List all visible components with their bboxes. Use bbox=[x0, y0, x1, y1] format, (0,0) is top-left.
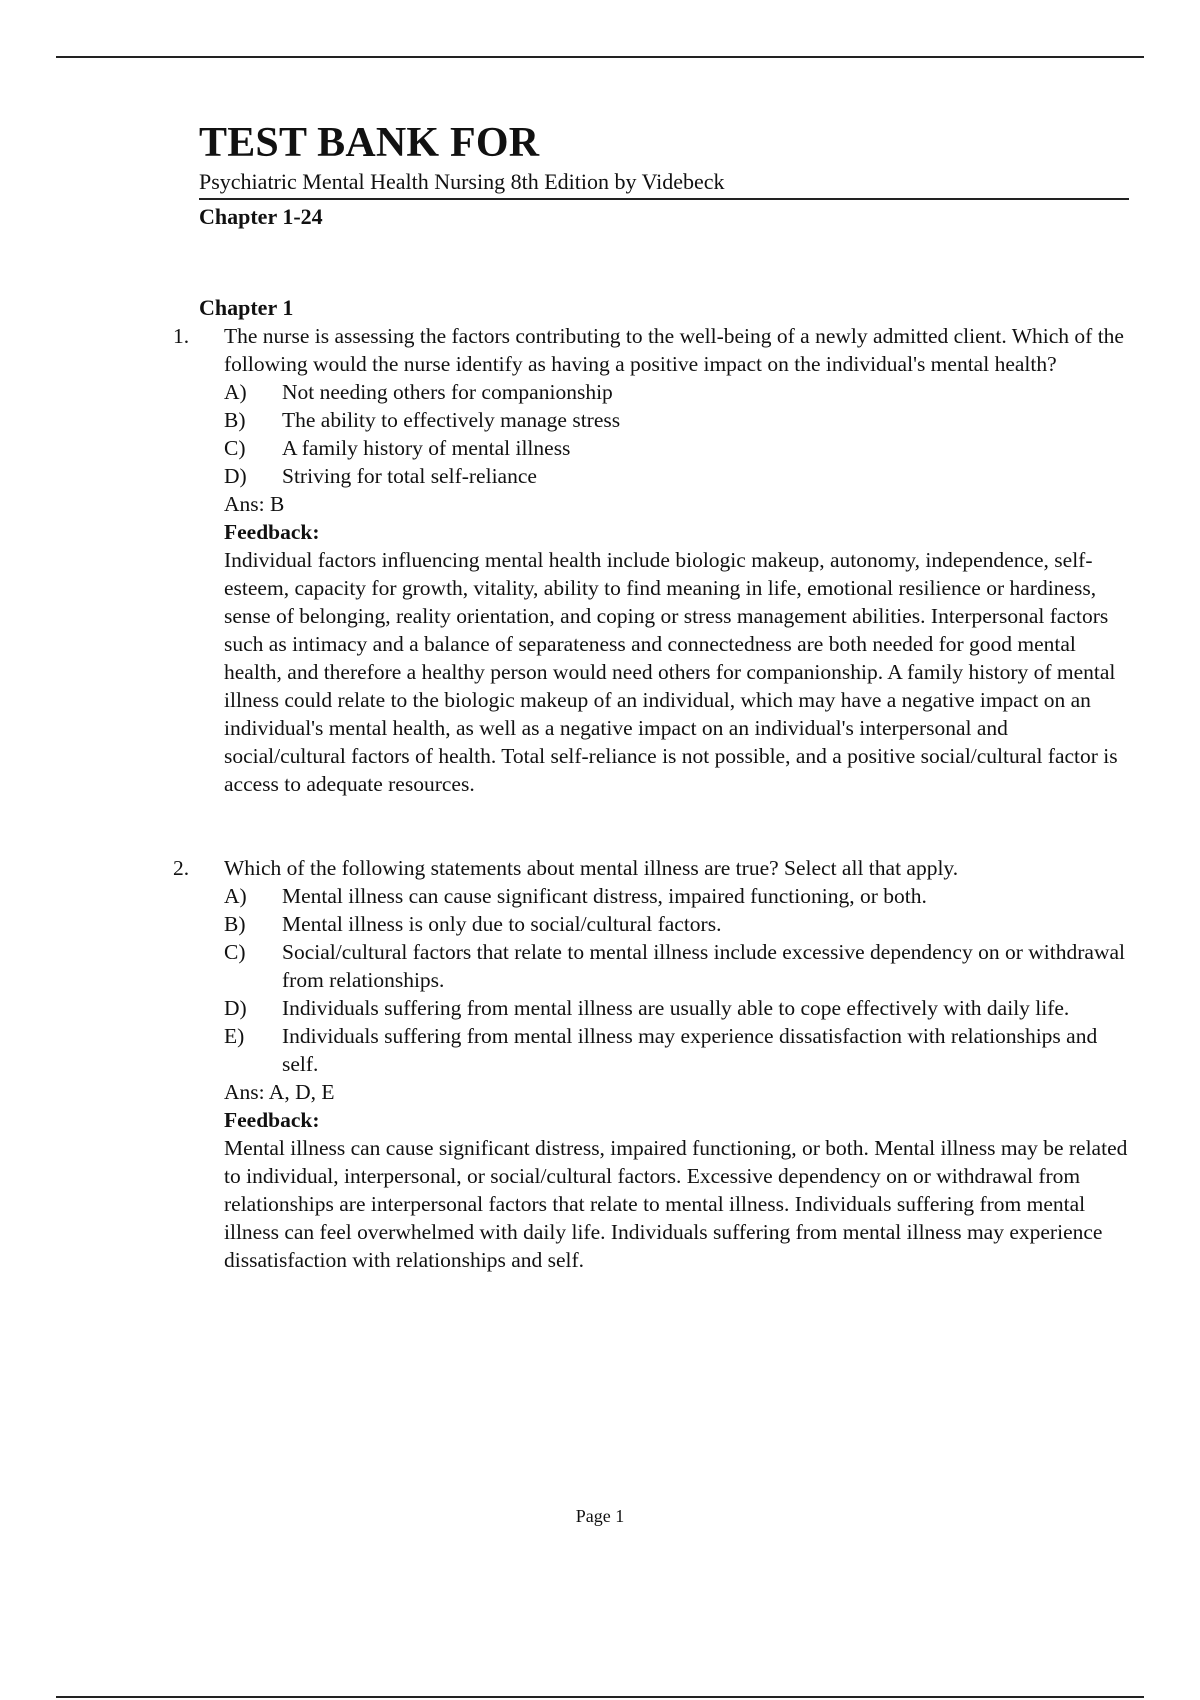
option-b bbox=[224, 910, 1129, 938]
page-number: Page 1 bbox=[575, 1506, 625, 1526]
option-text: Striving for total self-reliance bbox=[282, 464, 537, 488]
question-number: 2. bbox=[173, 856, 190, 880]
option-a bbox=[224, 378, 1129, 406]
question-1 bbox=[173, 322, 1129, 798]
option-letter: A) bbox=[224, 884, 247, 908]
option-letter: C) bbox=[224, 940, 246, 964]
option-letter: B) bbox=[224, 408, 246, 432]
feedback-label: Feedback: bbox=[224, 1108, 320, 1132]
document-subtitle: Psychiatric Mental Health Nursing 8th Edition by Videbeck bbox=[199, 168, 1129, 200]
option-text: The ability to effectively manage stress bbox=[282, 408, 621, 432]
question-2 bbox=[173, 854, 1129, 1274]
document-title: TEST BANK FOR bbox=[199, 120, 540, 166]
option-a bbox=[224, 882, 1129, 910]
option-text: Not needing others for companionship bbox=[282, 380, 613, 404]
option-text: Individuals suffering from mental illness are usually able to cope effectively with daily life. bbox=[282, 996, 1070, 1020]
option-b bbox=[224, 406, 1129, 434]
option-c bbox=[224, 938, 1129, 994]
bottom-rule bbox=[56, 1696, 1144, 1698]
question-text: Which of the following statements about mental illness are true? Select all that apply. bbox=[224, 856, 959, 880]
option-d bbox=[224, 462, 1129, 490]
document-body bbox=[173, 120, 1129, 1274]
question-text: The nurse is assessing the factors contributing to the well-being of a newly admitted client. Which of the following would the nurse identify as having a positive impact on the individual's mental health? bbox=[224, 324, 1124, 376]
option-text: Social/cultural factors that relate to mental illness include excessive dependency on or withdrawal from relationships. bbox=[282, 940, 1125, 992]
option-e bbox=[224, 1022, 1129, 1078]
option-letter: D) bbox=[224, 464, 247, 488]
option-c bbox=[224, 434, 1129, 462]
feedback-text: Individual factors influencing mental health include biologic makeup, autonomy, independence, self-esteem, capacity for growth, vitality, ability to find meaning in life, emotional resilience or hardiness, sense of belonging, reality orientation, and coping or stress management abilities. Interpersonal factors such as intimacy and a balance of separateness and connectedness are both needed for good mental health, and therefore a healthy person would need others for companionship. A family history of mental illness could relate to the biologic makeup of an individual, which may have a negative impact on an individual's mental health, as well as a negative impact on an individual's interpersonal and social/cultural factors of health. Total self-reliance is not possible, and a positive social/cultural factor is access to adequate resources. bbox=[224, 548, 1118, 796]
option-letter: C) bbox=[224, 436, 246, 460]
feedback-label: Feedback: bbox=[224, 520, 320, 544]
top-rule bbox=[56, 56, 1144, 58]
question-number: 1. bbox=[173, 324, 190, 348]
feedback-text: Mental illness can cause significant distress, impaired functioning, or both. Mental illness may be related to individual, interpersonal, or social/cultural factors. Excessive dependency on or withdrawal from relationships are interpersonal factors that relate to mental illness. Individuals suffering from mental illness can feel overwhelmed with daily life. Individuals suffering from mental illness may experience dissatisfaction with relationships and self. bbox=[224, 1136, 1128, 1272]
option-text: Individuals suffering from mental illness may experience dissatisfaction with relationships and self. bbox=[282, 1024, 1098, 1076]
option-letter: D) bbox=[224, 996, 247, 1020]
answer-line: Ans: A, D, E bbox=[224, 1080, 335, 1104]
option-letter: E) bbox=[224, 1024, 245, 1048]
option-d bbox=[224, 994, 1129, 1022]
chapter-heading: Chapter 1 bbox=[199, 295, 294, 320]
option-text: Mental illness can cause significant distress, impaired functioning, or both. bbox=[282, 884, 927, 908]
answer-line: Ans: B bbox=[224, 492, 285, 516]
option-text: Mental illness is only due to social/cultural factors. bbox=[282, 912, 722, 936]
option-text: A family history of mental illness bbox=[282, 436, 571, 460]
chapter-range: Chapter 1-24 bbox=[199, 204, 323, 229]
option-letter: B) bbox=[224, 912, 246, 936]
option-letter: A) bbox=[224, 380, 247, 404]
